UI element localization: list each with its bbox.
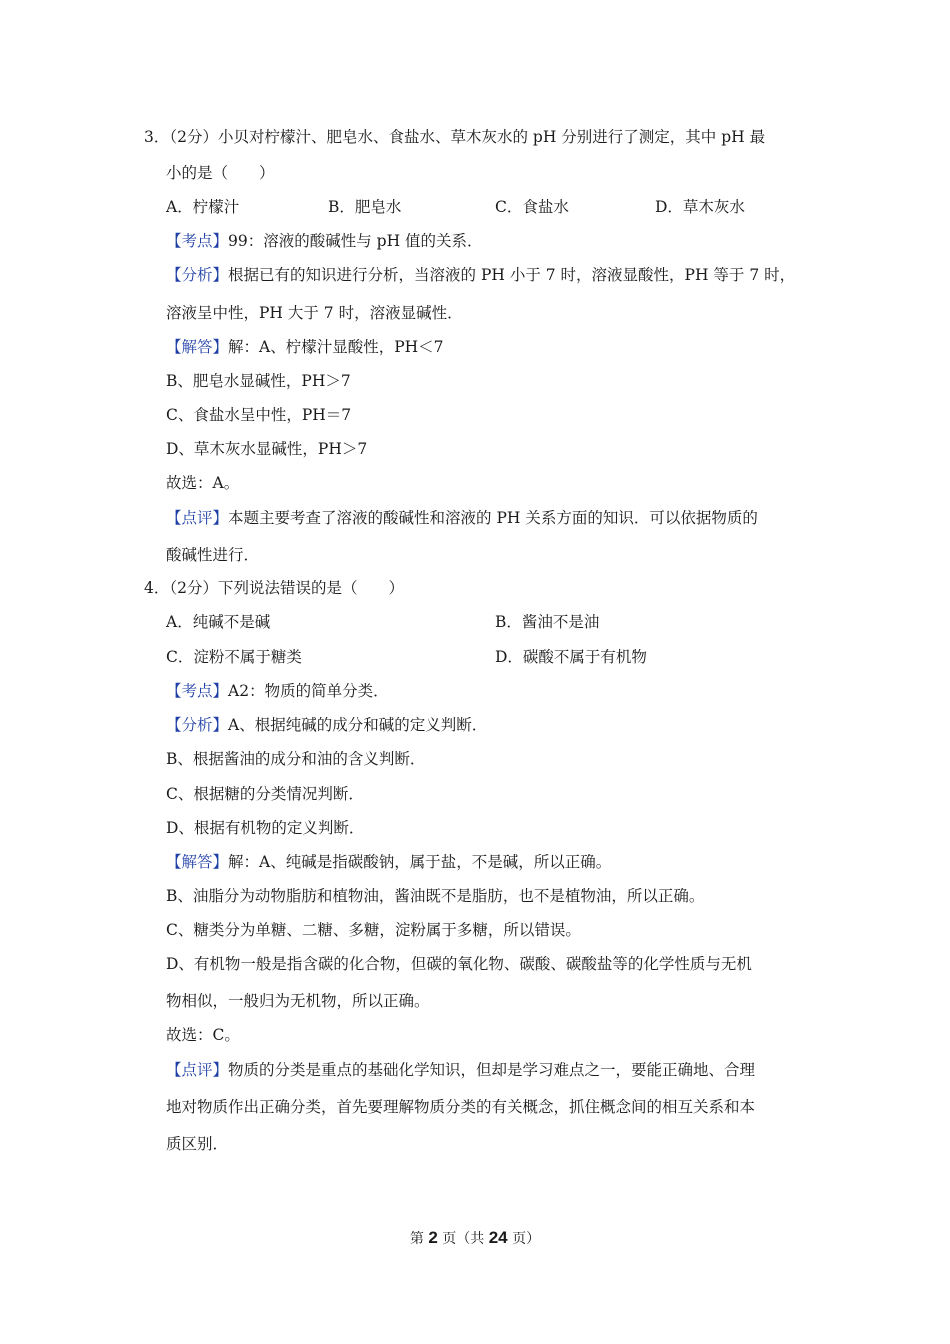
q3-stem-line1: 3．（2分）小贝对柠檬汁、肥皂水、食盐水、草木灰水的 pH 分别进行了测定，其中 pH 最 <box>144 128 766 146</box>
page-footer: 第 2 页（共 24 页） <box>409 1228 541 1247</box>
kaodian-label: 【考点】 <box>166 232 229 250</box>
total-pages: 24 <box>488 1228 508 1247</box>
jieda-label: 【解答】 <box>166 853 229 871</box>
q4-dianping-line2: 地对物质作出正确分类，首先要理解物质分类的有关概念，抓住概念间的相互关系和本 <box>166 1098 756 1116</box>
q3-jieda-line2: B、肥皂水显碱性，PH＞7 <box>166 372 351 390</box>
q4-option-a: A．纯碱不是碱 <box>166 613 271 631</box>
dianping-label: 【点评】 <box>166 1061 229 1079</box>
q3-answer: 故选：A。 <box>166 474 240 492</box>
dianping-label: 【点评】 <box>166 509 229 527</box>
q4-number: 4． <box>144 579 170 597</box>
page-number: 2 <box>428 1228 438 1247</box>
q3-jieda-line4: D、草木灰水显碱性，PH＞7 <box>166 440 368 458</box>
q3-stem-line2: 小的是（ ） <box>166 164 275 182</box>
q4-kaodian: 【考点】A2：物质的简单分类． <box>166 682 389 700</box>
kaodian-label: 【考点】 <box>166 682 229 700</box>
q4-option-b: B．酱油不是油 <box>495 613 600 631</box>
fenxi-label: 【分析】 <box>166 716 229 734</box>
q4-jieda-line1: 【解答】解：A、纯碱是指碳酸钠，属于盐，不是碱，所以正确。 <box>166 853 612 871</box>
q4-fenxi-line2: B、根据酱油的成分和油的含义判断． <box>166 750 426 768</box>
q4-fenxi-line1: 【分析】A、根据纯碱的成分和碱的定义判断． <box>166 716 488 734</box>
q3-option-c: C．食盐水 <box>495 198 569 216</box>
q3-kaodian: 【考点】99：溶液的酸碱性与 pH 值的关系． <box>166 232 483 250</box>
q3-fenxi-line1: 【分析】根据已有的知识进行分析，当溶液的 PH 小于 7 时，溶液显酸性，PH 等于 7 时， <box>166 266 796 284</box>
q4-jieda-line2: B、油脂分为动物脂肪和植物油，酱油既不是脂肪，也不是植物油，所以正确。 <box>166 887 705 905</box>
q3-option-d: D．草木灰水 <box>655 198 745 216</box>
q4-dianping-line1: 【点评】物质的分类是重点的基础化学知识，但却是学习难点之一，要能正确地、合理 <box>166 1061 756 1079</box>
q3-dianping-line1: 【点评】本题主要考查了溶液的酸碱性和溶液的 PH 关系方面的知识．可以依据物质的 <box>166 509 758 527</box>
q3-jieda-line1: 【解答】解：A、柠檬汁显酸性，PH＜7 <box>166 338 444 356</box>
q3-fenxi-line2: 溶液呈中性，PH 大于 7 时，溶液显碱性． <box>166 304 463 322</box>
jieda-label: 【解答】 <box>166 338 229 356</box>
q4-fenxi-line4: D、根据有机物的定义判断． <box>166 819 365 837</box>
q3-option-b: B．肥皂水 <box>328 198 402 216</box>
q3-option-a: A．柠檬汁 <box>166 198 240 216</box>
q3-dianping-line2: 酸碱性进行． <box>166 546 260 564</box>
q4-jieda-line4: D、有机物一般是指含碳的化合物，但碳的氧化物、碳酸、碳酸盐等的化学性质与无机 <box>166 955 752 973</box>
q4-fenxi-line3: C、根据糖的分类情况判断． <box>166 785 364 803</box>
q4-jieda-line5: 物相似，一般归为无机物，所以正确。 <box>166 992 430 1010</box>
q4-stem-line1: 4．（2分）下列说法错误的是（ ） <box>144 579 404 597</box>
q3-jieda-line3: C、食盐水呈中性，PH＝7 <box>166 406 352 424</box>
q4-answer: 故选：C。 <box>166 1026 240 1044</box>
q4-option-d: D．碳酸不属于有机物 <box>495 648 647 666</box>
fenxi-label: 【分析】 <box>166 266 229 284</box>
q4-option-c: C．淀粉不属于糖类 <box>166 648 302 666</box>
q4-jieda-line3: C、糖类分为单糖、二糖、多糖，淀粉属于多糖，所以错误。 <box>166 921 581 939</box>
q3-number: 3． <box>144 128 170 146</box>
q4-dianping-line3: 质区别． <box>166 1135 229 1153</box>
